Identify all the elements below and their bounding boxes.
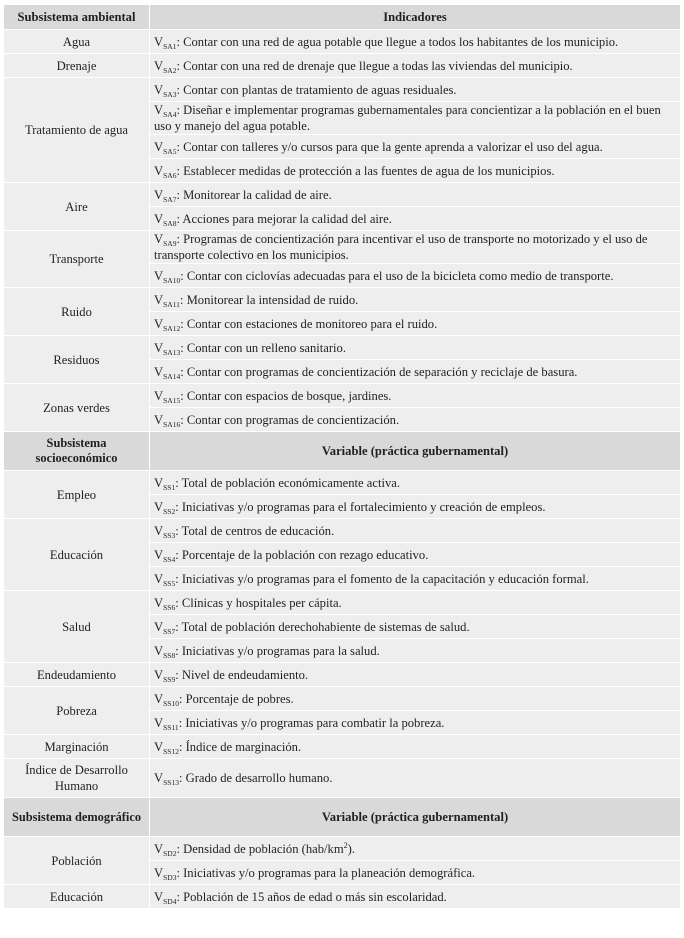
indicator-cell: $V_{SA10}$: Contar con ciclovías adecuadas para el uso de la bicicleta como medio de transporte. — [150, 264, 681, 288]
indicator-cell: $V_{SA1}$: Contar con una red de agua potable que llegue a todos los habitantes de los municipio. — [150, 30, 681, 54]
category-cell: Ruido — [4, 288, 150, 336]
indicator-cell: $V_{SD4}$: Población de 15 años de edad o más sin escolaridad. — [150, 885, 681, 909]
indicator-cell: $V_{SA8}$: Acciones para mejorar la calidad del aire. — [150, 207, 681, 231]
category-cell: Marginación — [4, 735, 150, 759]
section-header-subsystem: Subsistema socioeconómico — [4, 432, 150, 471]
indicator-cell: $V_{SA13}$: Contar con un relleno sanitario. — [150, 336, 681, 360]
indicator-cell: $V_{SA16}$: Contar con programas de concientización. — [150, 408, 681, 432]
indicators-table — [3, 4, 681, 909]
indicator-cell: $V_{SS6}$: Clínicas y hospitales per cápita. — [150, 591, 681, 615]
table-row — [4, 735, 681, 759]
section-header-variable: Variable (práctica gubernamental) — [150, 798, 681, 837]
category-cell: Tratamiento de agua — [4, 78, 150, 183]
indicator-cell: $V_{SA2}$: Contar con una red de drenaje que llegue a todas las viviendas del municipio. — [150, 54, 681, 78]
indicator-cell: $V_{SD3}$: Iniciativas y/o programas para la planeación demográfica. — [150, 861, 681, 885]
table-row — [4, 471, 681, 495]
indicator-cell: $V_{SS2}$: Iniciativas y/o programas para el fortalecimiento y creación de empleos. — [150, 495, 681, 519]
table-row — [4, 288, 681, 312]
indicator-cell: $V_{SS13}$: Grado de desarrollo humano. — [150, 759, 681, 798]
indicator-cell: $V_{SS8}$: Iniciativas y/o programas para la salud. — [150, 639, 681, 663]
table-row — [4, 231, 681, 264]
category-cell: Educación — [4, 519, 150, 591]
category-cell: Drenaje — [4, 54, 150, 78]
table-row — [4, 30, 681, 54]
indicator-cell: $V_{SA5}$: Contar con talleres y/o cursos para que la gente aprenda a valorizar el uso del agua. — [150, 135, 681, 159]
indicator-cell: $V_{SD2}$: Densidad de población $(hab/km^2)$. — [150, 837, 681, 861]
section-header-subsystem: Subsistema demográfico — [4, 798, 150, 837]
table-row — [4, 687, 681, 711]
indicator-cell: $V_{SA6}$: Establecer medidas de protección a las fuentes de agua de los municipios. — [150, 159, 681, 183]
category-cell: Empleo — [4, 471, 150, 519]
table-row — [4, 384, 681, 408]
indicator-cell: $V_{SS3}$: Total de centros de educación. — [150, 519, 681, 543]
table-row — [4, 519, 681, 543]
indicator-cell: $V_{SA15}$: Contar con espacios de bosque, jardines. — [150, 384, 681, 408]
category-cell: Zonas verdes — [4, 384, 150, 432]
section-header-row — [4, 432, 681, 471]
indicator-cell: $V_{SS11}$: Iniciativas y/o programas para combatir la pobreza. — [150, 711, 681, 735]
indicator-cell: $V_{SS12}$: Índice de marginación. — [150, 735, 681, 759]
table-row — [4, 591, 681, 615]
indicator-cell: $V_{SS5}$: Iniciativas y/o programas para el fomento de la capacitación y educación formal. — [150, 567, 681, 591]
table-row — [4, 663, 681, 687]
section-header-indicators: Indicadores — [150, 5, 681, 30]
indicator-cell: $V_{SA12}$: Contar con estaciones de monitoreo para el ruido. — [150, 312, 681, 336]
section-header-subsystem: Subsistema ambiental — [4, 5, 150, 30]
table-row — [4, 336, 681, 360]
category-cell: Endeudamiento — [4, 663, 150, 687]
indicator-cell: $V_{SA7}$: Monitorear la calidad de aire. — [150, 183, 681, 207]
category-cell: Pobreza — [4, 687, 150, 735]
indicator-cell: $V_{SS4}$: Porcentaje de la población con rezago educativo. — [150, 543, 681, 567]
category-cell: Transporte — [4, 231, 150, 288]
category-cell: Residuos — [4, 336, 150, 384]
table-row — [4, 78, 681, 102]
category-cell: Índice de Desarrollo Humano — [4, 759, 150, 798]
category-cell: Salud — [4, 591, 150, 663]
category-cell: Educación — [4, 885, 150, 909]
section-header-row — [4, 798, 681, 837]
table-row — [4, 183, 681, 207]
indicator-cell: $V_{SA9}$: Programas de concientización para incentivar el uso de transporte no motorizado y el uso de transporte colectivo en los municipios. — [150, 231, 681, 264]
indicator-cell: $V_{SS1}$: Total de población económicamente activa. — [150, 471, 681, 495]
category-cell: Aire — [4, 183, 150, 231]
category-cell: Población — [4, 837, 150, 885]
indicator-cell: $V_{SS9}$: Nivel de endeudamiento. — [150, 663, 681, 687]
indicator-cell: $V_{SA14}$: Contar con programas de concientización de separación y reciclaje de basura. — [150, 360, 681, 384]
table-row — [4, 759, 681, 798]
indicator-cell: $V_{SA4}$: Diseñar e implementar programas gubernamentales para concientizar a la población en el buen uso y manejo del agua potable. — [150, 102, 681, 135]
category-cell: Agua — [4, 30, 150, 54]
table-row — [4, 54, 681, 78]
indicator-cell: $V_{SA11}$: Monitorear la intensidad de ruido. — [150, 288, 681, 312]
indicator-cell: $V_{SS10}$: Porcentaje de pobres. — [150, 687, 681, 711]
section-header-row — [4, 5, 681, 30]
indicator-cell: $V_{SS7}$: Total de población derechohabiente de sistemas de salud. — [150, 615, 681, 639]
indicator-cell: $V_{SA3}$: Contar con plantas de tratamiento de aguas residuales. — [150, 78, 681, 102]
table-row — [4, 885, 681, 909]
section-header-variable: Variable (práctica gubernamental) — [150, 432, 681, 471]
table-row — [4, 837, 681, 861]
